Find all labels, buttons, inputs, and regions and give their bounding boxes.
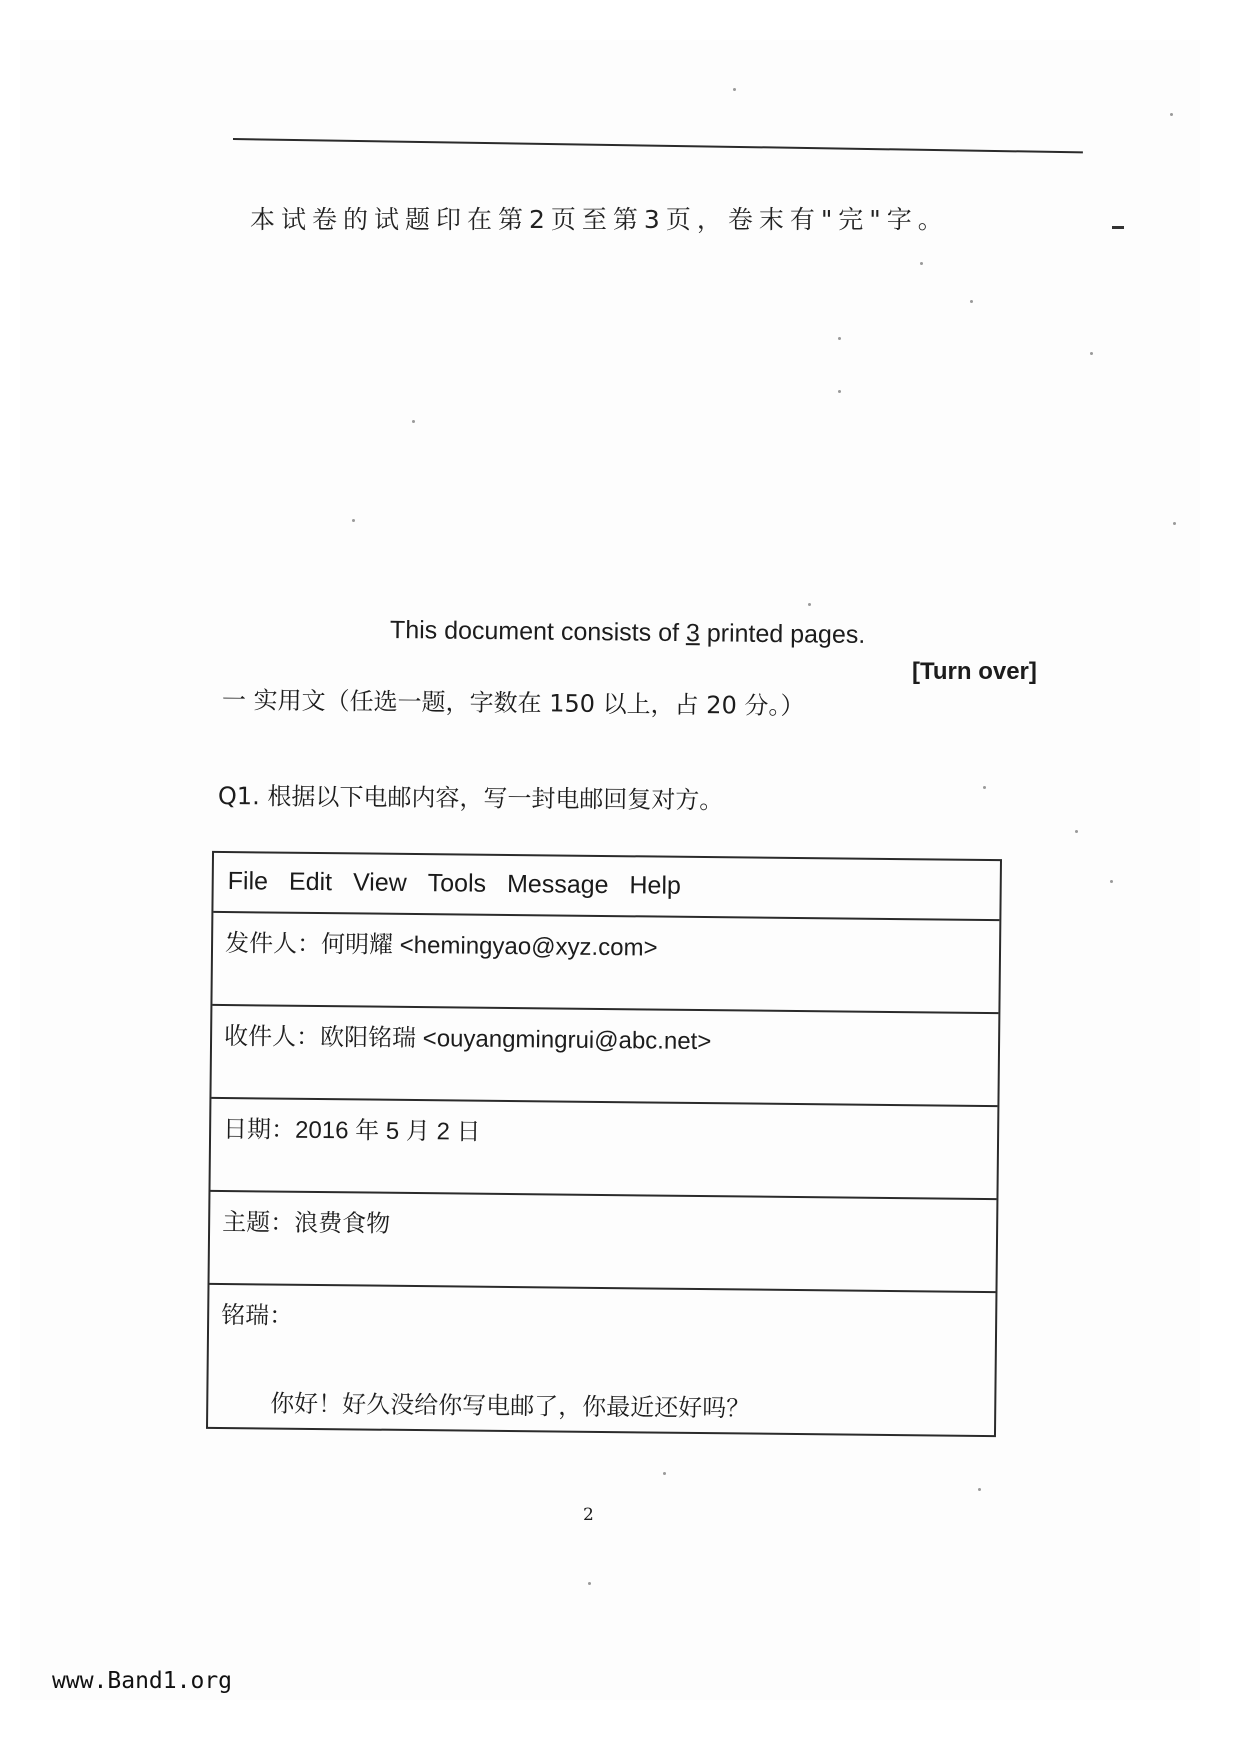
email-greeting: 铭瑞： <box>221 1302 294 1330</box>
page-number: 2 <box>583 1505 594 1525</box>
email-sender-row: 发件人：何明耀 <hemingyao@xyz.com> <box>212 913 999 1014</box>
scan-speck <box>920 262 923 265</box>
question-prompt: Q1. 根据以下电邮内容，写一封电邮回复对方。 <box>217 782 724 815</box>
exam-page-note: 本试卷的试题印在第2页至第3页，卷末有"完"字。 <box>250 205 949 234</box>
menu-message[interactable]: Message <box>506 869 609 900</box>
stray-mark <box>1112 226 1124 229</box>
page-count-suffix: printed pages. <box>699 619 866 649</box>
site-watermark: www.Band1.org <box>52 1668 233 1694</box>
email-body <box>208 1285 995 1437</box>
menu-tools[interactable]: Tools <box>427 869 487 898</box>
scan-speck <box>838 337 841 340</box>
email-date-row: 日期：2016 年 5 月 2 日 <box>210 1099 997 1200</box>
scan-speck <box>352 519 355 522</box>
scan-speck <box>1110 880 1113 883</box>
scan-speck <box>733 88 736 91</box>
page-count-note <box>390 616 866 650</box>
section-heading: 一 实用文（任选一题，字数在 150 以上，占 20 分。） <box>221 686 805 721</box>
scan-speck <box>588 1582 591 1585</box>
page-count-number: 3 <box>685 619 701 648</box>
scan-speck <box>412 420 415 423</box>
scan-speck <box>808 603 811 606</box>
menu-help[interactable]: Help <box>629 871 682 900</box>
scan-speck <box>983 786 986 789</box>
page-count-prefix: This document consists of <box>389 616 687 648</box>
scan-speck <box>1075 830 1078 833</box>
email-window <box>206 851 1002 1437</box>
email-body-text: 你好！好久没给你写电邮了，你最近还好吗？ <box>270 1390 751 1423</box>
scan-speck <box>1173 522 1176 525</box>
scan-speck <box>663 1472 666 1475</box>
email-recipient-row: 收件人：欧阳铭瑞 <ouyangmingrui@abc.net> <box>211 1006 998 1107</box>
menu-view[interactable]: View <box>352 868 407 897</box>
email-subject-row: 主题：浪费食物 <box>210 1192 997 1293</box>
scan-speck <box>1090 352 1093 355</box>
turn-over-label: [Turn over] <box>912 658 1037 685</box>
scan-speck <box>1170 113 1173 116</box>
scan-speck <box>970 300 973 303</box>
menu-edit[interactable]: Edit <box>288 867 333 897</box>
email-menu-bar <box>213 853 1000 921</box>
scan-speck <box>838 390 841 393</box>
menu-file[interactable]: File <box>227 867 269 896</box>
scan-speck <box>978 1488 981 1491</box>
